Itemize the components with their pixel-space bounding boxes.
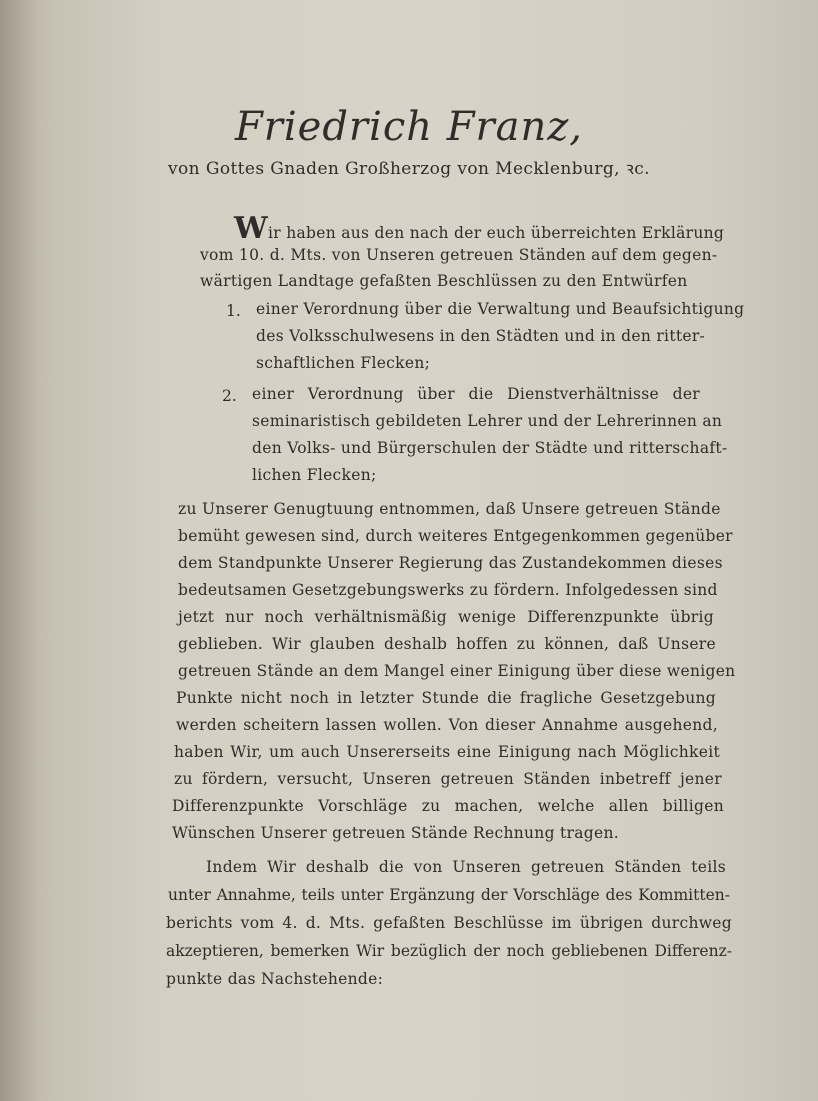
list-item-line: lichen Flecken;	[252, 466, 377, 484]
paragraph-line: bemüht gewesen sind, durch weiteres Entgegenkommen gegenüber	[178, 527, 733, 545]
paragraph-line: zu Unserer Genugtuung entnommen, daß Unsere getreuen Stände	[178, 500, 721, 518]
paragraph-line: Indem Wir deshalb die von Unseren getreuen Ständen teils	[206, 858, 726, 876]
intro-line-2: vom 10. d. Mts. von Unseren getreuen Ständen auf dem gegen-	[200, 246, 718, 264]
paragraph-line: akzeptieren, bemerken Wir bezüglich der noch gebliebenen Differenz-	[166, 942, 732, 960]
paragraph-line: unter Annahme, teils unter Ergänzung der Vorschläge des Kommitten-	[168, 886, 730, 904]
document-subtitle: von Gottes Gnaden Großherzog von Mecklenburg, ꝛc.	[168, 159, 650, 179]
list-item-line: schaftlichen Flecken;	[256, 354, 431, 372]
paragraph-line: bedeutsamen Gesetzgebungswerks zu fördern. Infolgedessen sind	[178, 581, 718, 599]
paragraph-line: zu fördern, versucht, Unseren getreuen Ständen inbetreff jener	[174, 770, 722, 788]
paragraph-line: werden scheitern lassen wollen. Von dieser Annahme ausgehend,	[176, 716, 718, 734]
intro-line-1	[234, 211, 725, 246]
paragraph-line: dem Standpunkte Unserer Regierung das Zustandekommen dieses	[178, 554, 723, 572]
paragraph-line: berichts vom 4. d. Mts. gefaßten Beschlüsse im übrigen durchweg	[166, 914, 732, 932]
paragraph-line: haben Wir, um auch Unsererseits eine Einigung nach Möglichkeit	[174, 743, 720, 761]
paragraph-line: punkte das Nachstehende:	[166, 970, 384, 988]
intro-line-3: wärtigen Landtage gefaßten Beschlüssen zu den Entwürfen	[200, 272, 688, 290]
list-item-line: den Volks- und Bürgerschulen der Städte und ritterschaft-	[252, 439, 728, 457]
drop-cap: W	[234, 211, 268, 246]
intro-line-1-text: ir haben aus den nach der euch überreichten Erklärung	[268, 224, 725, 242]
item-number: 1.	[226, 302, 241, 320]
paragraph-line: getreuen Stände an dem Mangel einer Einigung über diese wenigen	[178, 662, 736, 680]
paragraph-line: Differenzpunkte Vorschläge zu machen, welche allen billigen	[172, 797, 724, 815]
list-item-line: des Volksschulwesens in den Städten und in den ritter-	[256, 327, 706, 345]
paragraph-line: Punkte nicht noch in letzter Stunde die fragliche Gesetzgebung	[176, 689, 716, 707]
document-title: Friedrich Franz,	[234, 104, 583, 150]
item-number: 2.	[222, 387, 237, 405]
list-item-line: einer Verordnung über die Verwaltung und Beaufsichtigung	[256, 300, 745, 318]
paragraph-line: jetzt nur noch verhältnismäßig wenige Differenzpunkte übrig	[178, 608, 714, 626]
list-item-line: einer Verordnung über die Dienstverhältnisse der	[252, 385, 700, 403]
list-item-line: seminaristisch gebildeten Lehrer und der Lehrerinnen an	[252, 412, 723, 430]
paragraph-line: Wünschen Unserer getreuen Stände Rechnung tragen.	[172, 824, 620, 842]
paragraph-line: geblieben. Wir glauben deshalb hoffen zu können, daß Unsere	[178, 635, 716, 653]
